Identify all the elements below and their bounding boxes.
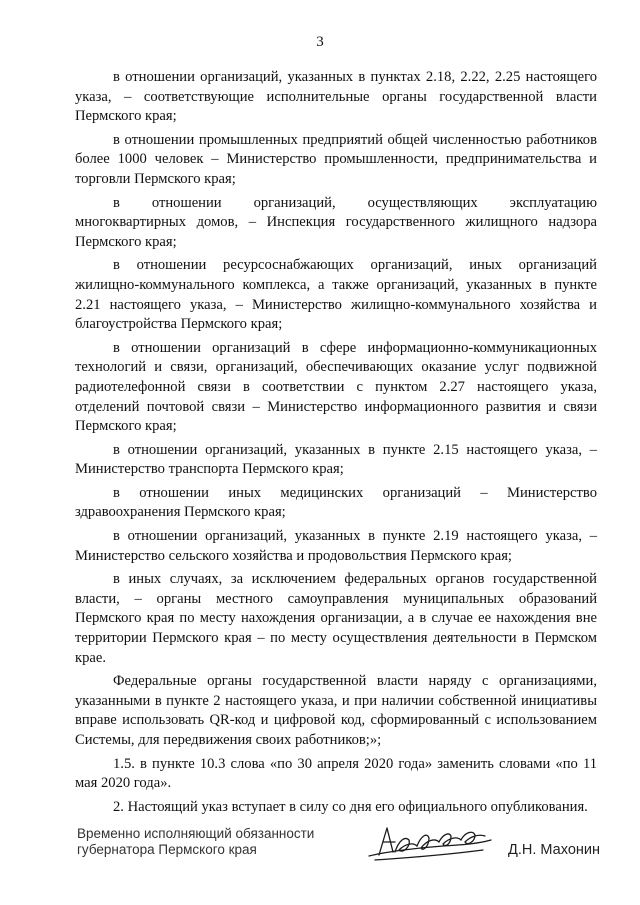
paragraph: в отношении организаций в сфере информационно-коммуникационных технологий и связи, организаций, обеспечивающих оказание услуг подвижной радиотелефонной связи в соответствии с пунктом 2.27 настоящего указа, отделений почтовой связи – Министерство информационного развития и связи Пермского края; — [75, 339, 597, 435]
handwritten-signature — [365, 822, 495, 866]
signer-position-line: Временно исполняющий обязанности — [77, 826, 315, 841]
paragraph: 1.5. в пункте 10.3 слова «по 30 апреля 2020 года» заменить словами «по 11 мая 2020 года». — [75, 755, 597, 792]
signature-block — [77, 826, 600, 866]
paragraph: в отношении организаций, указанных в пункте 2.19 настоящего указа, – Министерство сельского хозяйства и продовольствия Пермского края; — [75, 528, 597, 564]
document-body — [75, 68, 597, 817]
signer-position — [77, 826, 314, 858]
paragraph: в отношении иных медицинских организаций – Министерство здравоохранения Пермского края; — [75, 484, 597, 521]
paragraph: в иных случаях, за исключением федеральных органов государственной власти, – органы местного самоуправления муниципальных образований Пермского края по месту нахождения организации, а в случае ее нахождения вне территории Пермского края – по месту осуществления деятельности в Пермском крае. — [75, 571, 597, 666]
paragraph: в отношении организаций, указанных в пунктах 2.18, 2.22, 2.25 настоящего указа, – соответствующие исполнительные органы государственной власти Пермского края; — [75, 69, 597, 125]
paragraph: в отношении ресурсоснабжающих организаций, иных организаций жилищно-коммунального комплекса, а также организаций, указанных в пункте 2.21 настоящего указа, – Министерство жилищно-коммунального хозяйства и благоустройства Пермского края; — [75, 257, 597, 333]
paragraph: Федеральные органы государственной власти наряду с организациями, указанными в пункте 2 настоящего указа, и при наличии собственной инициативы вправе использовать QR-код и цифровой код, сформированный с использованием Системы, для передвижения своих работников;»; — [75, 673, 597, 748]
paragraph: в отношении организаций, осуществляющих эксплуатацию многоквартирных домов, – Инспекция государственного жилищного надзора Пермского края; — [75, 194, 597, 250]
signer-name: Д.Н. Махонин — [508, 842, 600, 858]
signer-position-line: губернатора Пермского края — [77, 842, 257, 857]
paragraph: в отношении промышленных предприятий общей численностью работников более 1000 человек – Министерство промышленности, предпринимательства и торговли Пермского края; — [75, 131, 597, 187]
page-number: 3 — [316, 34, 324, 50]
paragraph: в отношении организаций, указанных в пункте 2.15 настоящего указа, – Министерство транспорта Пермского края; — [75, 441, 597, 478]
paragraph: 2. Настоящий указ вступает в силу со дня его официального опубликования. — [113, 798, 588, 815]
